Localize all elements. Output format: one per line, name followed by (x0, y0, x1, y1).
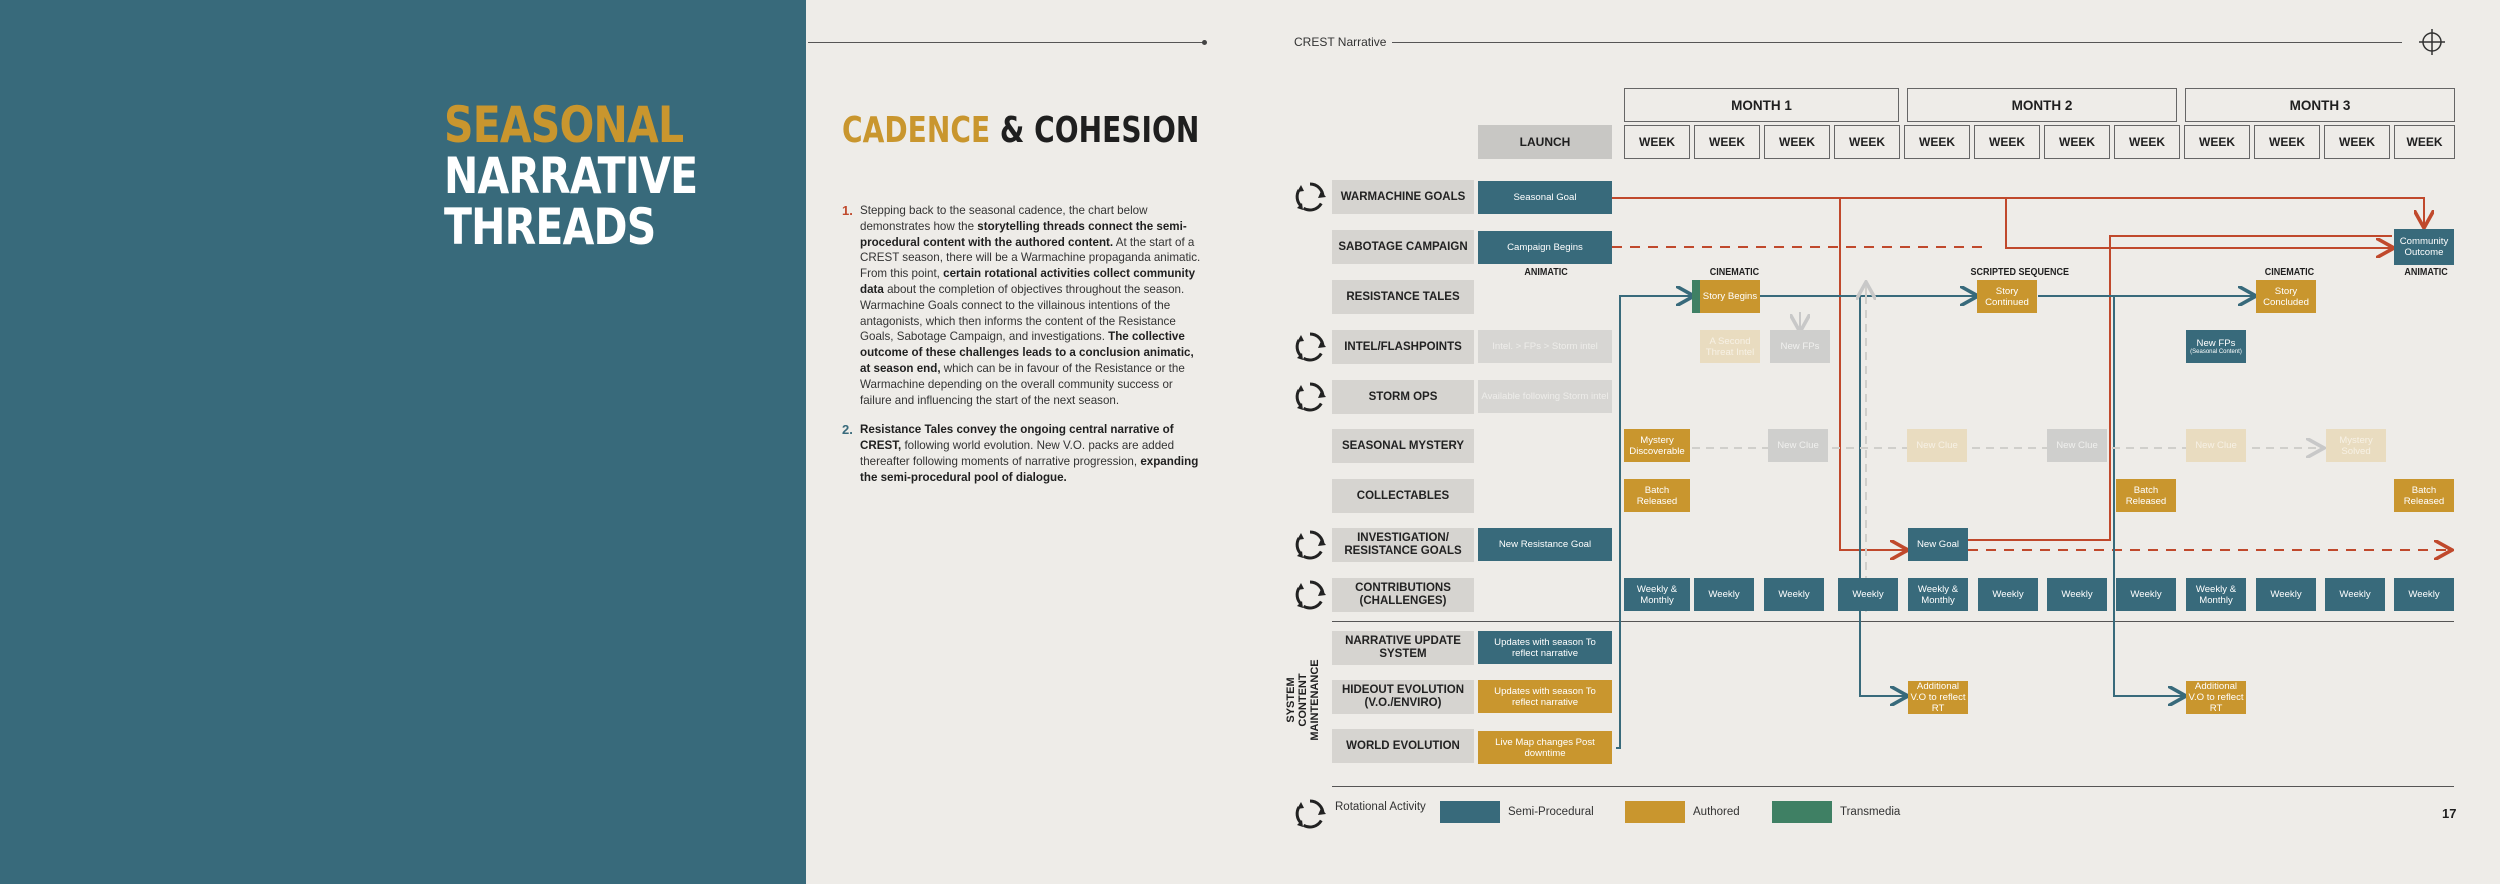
week-header: WEEK (2324, 125, 2390, 159)
box-weekly: Weekly (2047, 578, 2107, 611)
launch-header: LAUNCH (1478, 125, 1612, 159)
box-weekly: Weekly (1764, 578, 1824, 611)
caption-animatic-end: ANIMATIC (2404, 267, 2448, 278)
caption-cinematic-1: CINEMATIC (1709, 267, 1760, 278)
box-new-fps-label: New FPs (2196, 337, 2236, 349)
box-batch-released: Batch Released (1624, 479, 1690, 512)
box-faded-intel-b: New FPs (1770, 330, 1830, 363)
system-content-divider (1332, 621, 2454, 622)
week-header: WEEK (2184, 125, 2250, 159)
rotational-activity-icon (1293, 330, 1327, 364)
compass-icon (2418, 28, 2446, 56)
paragraph-2 (842, 422, 1204, 485)
box-community-outcome: Community Outcome (2394, 229, 2454, 265)
month-1-header: MONTH 1 (1624, 88, 1899, 122)
p1-text-e: about the completion of objectives throughout the season. Warmachine Goals connect to the villainous intentions of the antagonists, which then informs the content of the Resistance Goals, Sabotage Campaign, and investigations. (860, 282, 1185, 344)
row-label-seasonal-mystery: SEASONAL MYSTERY (1332, 429, 1474, 463)
week-header: WEEK (1904, 125, 1970, 159)
box-weekly: Weekly (1694, 578, 1754, 611)
box-faded-intel-a: A Second Threat Intel (1700, 330, 1760, 363)
legend-authored-label: Authored (1693, 806, 1740, 818)
box-batch-released: Batch Released (2394, 479, 2454, 512)
box-faded-clue: New Clue (2047, 429, 2107, 462)
box-new-fps (2186, 330, 2246, 363)
rotational-activity-icon (1293, 528, 1327, 562)
p2-text-c: expanding the semi-procedural pool of dialogue. (860, 454, 1199, 484)
row-label-collectables: COLLECTABLES (1332, 479, 1474, 513)
p2-text-a: Resistance Tales convey the ongoing central narrative of CREST, (860, 423, 1174, 453)
legend-authored (1625, 801, 1740, 823)
box-hideout-update: Updates with season To reflect narrative (1478, 680, 1612, 713)
box-weekly-monthly: Weekly & Monthly (1624, 578, 1690, 611)
paragraph-1 (842, 203, 1204, 408)
month-3-header: MONTH 3 (2185, 88, 2455, 122)
rotational-activity-icon (1293, 380, 1327, 414)
rotational-activity-icon (1293, 578, 1327, 612)
legend-swatch-semi (1440, 801, 1500, 823)
legend-swatch-authored (1625, 801, 1685, 823)
cover-title-line1: SEASONAL (444, 96, 684, 154)
week-header: WEEK (2394, 125, 2455, 159)
box-story-begins: Story Begins (1700, 280, 1760, 313)
month-2-header: MONTH 2 (1907, 88, 2177, 122)
row-label-contributions: CONTRIBUTIONS (CHALLENGES) (1332, 578, 1474, 612)
box-weekly: Weekly (2325, 578, 2385, 611)
legend-divider (1332, 786, 2454, 787)
box-new-goal: New Goal (1908, 528, 1968, 561)
box-live-map: Live Map changes Post downtime (1478, 731, 1612, 764)
row-label-world-evolution: WORLD EVOLUTION (1332, 729, 1474, 763)
header-label: CREST Narrative (1294, 35, 1387, 49)
paragraph-2-number: 2. (842, 422, 853, 438)
section-title-part1: CADENCE (842, 110, 991, 151)
legend-rotational-label: Rotational Activity (1335, 801, 1426, 813)
cover-title (444, 96, 698, 256)
box-weekly: Weekly (2256, 578, 2316, 611)
row-label-resistance-tales: RESISTANCE TALES (1332, 280, 1474, 314)
box-faded-mystery-solved: Mystery Solved (2326, 429, 2386, 462)
box-seasonal-goal: Seasonal Goal (1478, 181, 1612, 214)
p1-text-d: certain rotational activities collect community data (860, 267, 1196, 296)
row-label-hideout-evolution: HIDEOUT EVOLUTION (V.O./ENVIRO) (1332, 680, 1474, 714)
system-content-maintenance-label: SYSTEM CONTENT MAINTENANCE (1285, 659, 1321, 741)
header-rule-left (808, 42, 1204, 43)
legend-semi-label: Semi-Procedural (1508, 806, 1594, 818)
page-number: 17 (2442, 806, 2457, 821)
cover-title-line2: NARRATIVE (444, 147, 698, 205)
box-weekly: Weekly (2116, 578, 2176, 611)
row-label-sabotage-campaign: SABOTAGE CAMPAIGN (1332, 230, 1474, 264)
body-text (842, 203, 1204, 500)
p1-text-g: which can be in favour of the Resistance or the Warmachine depending on the overall community success or failure and influencing the start of the next season. (860, 361, 1185, 407)
box-weekly-monthly: Weekly & Monthly (2186, 578, 2246, 611)
legend-rotational-icon (1293, 797, 1327, 831)
p2-text-b: following world evolution. New V.O. packs are added thereafter following moments of narrative progression, (860, 439, 1175, 468)
box-weekly: Weekly (2394, 578, 2454, 611)
p1-text-a: Stepping back to the seasonal cadence, the chart below demonstrates how the (860, 204, 1148, 233)
box-storm-launch: Available following Storm intel (1478, 380, 1612, 413)
cover-title-line3: THREADS (444, 198, 656, 256)
caption-animatic-launch: ANIMATIC (1524, 267, 1568, 278)
legend-semi-procedural (1440, 801, 1594, 823)
row-label-intel-flashpoints: INTEL/FLASHPOINTS (1332, 330, 1474, 364)
section-title-part2: & COHESION (990, 110, 1200, 151)
week-header: WEEK (2254, 125, 2320, 159)
header-rule-right (1392, 42, 2402, 43)
p1-text-f: The collective outcome of these challenges leads to a conclusion animatic, at season end, (860, 330, 1194, 375)
section-title (842, 110, 1199, 151)
box-story-concluded: Story Concluded (2256, 280, 2316, 313)
row-label-narrative-update: NARRATIVE UPDATE SYSTEM (1332, 631, 1474, 665)
box-campaign-begins: Campaign Begins (1478, 231, 1612, 264)
week-header: WEEK (1624, 125, 1690, 159)
legend-transmedia (1772, 801, 1900, 823)
row-label-investigation: INVESTIGATION/ RESISTANCE GOALS (1332, 528, 1474, 562)
week-header: WEEK (1764, 125, 1830, 159)
box-intel-launch: Intel. > FPs > Storm intel (1478, 330, 1612, 363)
box-faded-clue: New Clue (1907, 429, 1967, 462)
caption-scripted-sequence: SCRIPTED SEQUENCE (1970, 267, 2069, 278)
legend-transmedia-label: Transmedia (1840, 806, 1901, 818)
box-faded-clue: New Clue (1768, 429, 1828, 462)
legend-rotational (1335, 801, 1426, 813)
box-additional-vo: Additional V.O to reflect RT (1908, 681, 1968, 714)
box-mystery-discoverable: Mystery Discoverable (1624, 429, 1690, 462)
week-header: WEEK (2114, 125, 2180, 159)
box-weekly: Weekly (1978, 578, 2038, 611)
week-header: WEEK (1834, 125, 1900, 159)
box-new-fps-sub: (Seasonal Content) (2190, 348, 2242, 355)
box-story-continued: Story Continued (1977, 280, 2037, 313)
row-label-storm-ops: STORM OPS (1332, 380, 1474, 414)
box-weekly: Weekly (1838, 578, 1898, 611)
box-new-resistance-goal: New Resistance Goal (1478, 528, 1612, 561)
row-label-warmachine-goals: WARMACHINE GOALS (1332, 180, 1474, 214)
week-header: WEEK (1974, 125, 2040, 159)
box-narrative-update: Updates with season To reflect narrative (1478, 631, 1612, 664)
caption-cinematic-2: CINEMATIC (2264, 267, 2315, 278)
paragraph-1-number: 1. (842, 203, 853, 218)
box-weekly-monthly: Weekly & Monthly (1908, 578, 1968, 611)
box-additional-vo: Additional V.O to reflect RT (2186, 681, 2246, 714)
box-batch-released: Batch Released (2116, 479, 2176, 512)
p1-text-b: storytelling threads connect the semi-procedural content with the authored content. (860, 219, 1187, 249)
week-header: WEEK (2044, 125, 2110, 159)
week-header: WEEK (1694, 125, 1760, 159)
p1-text-c: At the start of a CREST season, there will be a Warmachine propaganda animatic. From this point, (860, 235, 1201, 281)
rotational-activity-icon (1293, 180, 1327, 214)
legend-swatch-transmedia (1772, 801, 1832, 823)
box-faded-clue: New Clue (2186, 429, 2246, 462)
